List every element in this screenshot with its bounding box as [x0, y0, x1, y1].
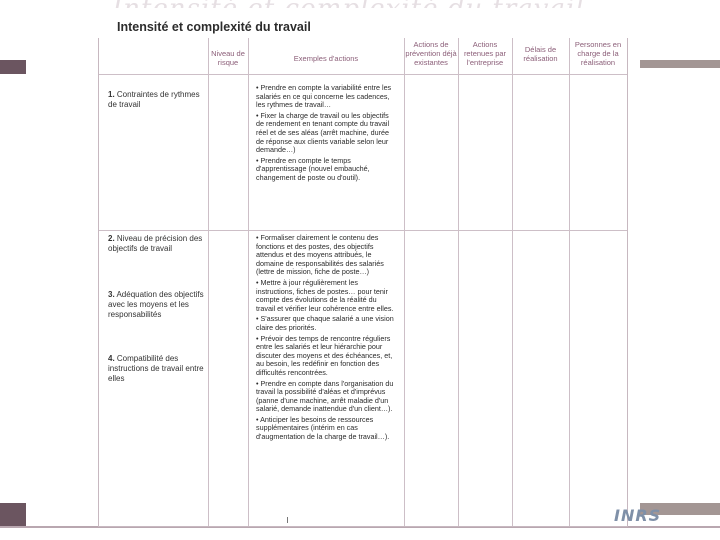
left-accent-bar-bottom — [0, 503, 26, 528]
section-text: Contraintes de rythmes de travail — [108, 90, 200, 109]
section-label-3 — [108, 290, 208, 320]
section-label-2 — [108, 234, 208, 254]
header-personnes: Personnes en charge de la réalisation — [574, 40, 622, 67]
section-text: Niveau de précision des objectifs de travail — [108, 234, 203, 253]
section-label-1 — [108, 90, 208, 110]
section-text: Compatibilité des instructions de travail entre elles — [108, 354, 204, 383]
action-bullet: • Prendre en compte dans l'organisation du travail la possibilité d'aléas et d'imprévus (panne d'une machine, arrêt maladie d'un salarié, demande inattendue d'un client…). — [256, 378, 394, 414]
column-divider — [458, 38, 459, 526]
column-divider — [512, 38, 513, 526]
document-page — [98, 8, 628, 520]
action-bullet: • S'assurer que chaque salarié a une vision claire des priorités. — [256, 314, 394, 332]
section-number: 1. — [108, 90, 115, 99]
page-marker — [287, 517, 288, 523]
inrs-logo: INRS — [614, 506, 662, 525]
bullet-list-group-2 — [256, 234, 396, 444]
document-title: Intensité et complexité du travail — [117, 20, 311, 34]
section-number: 4. — [108, 354, 115, 363]
right-accent-bar-top — [640, 60, 720, 68]
action-bullet: • Fixer la charge de travail ou les objectifs de rendement en tenant compte du travail réel et de ses aléas (arrêt machine, durée de réponse aux clients variable selon leur demande…) — [256, 110, 390, 155]
column-divider — [569, 38, 570, 526]
header-separator — [99, 74, 627, 75]
header-niveau: Niveau de risque — [211, 49, 245, 67]
column-divider — [208, 38, 209, 526]
bullet-list-group-1 — [256, 84, 396, 185]
section-number: 2. — [108, 234, 115, 243]
column-divider — [404, 38, 405, 526]
action-bullet: • Prendre en compte le temps d'apprentissage (nouvel embauché, changement de poste ou d'outil). — [256, 155, 370, 182]
row-separator — [99, 230, 627, 231]
left-accent-bar-top — [0, 60, 26, 74]
action-bullet: • Formaliser clairement le contenu des fonctions et des postes, des objectifs attendus et des moyens attribués, le domaine de responsabilités des salariés (lettre de mission, fiche de poste…) — [256, 233, 384, 277]
section-number: 3. — [108, 290, 115, 299]
action-bullet: • Anticiper les besoins de ressources supplémentaires (intérim en cas d'augmentation de la charge de travail…). — [256, 414, 390, 442]
action-bullet: • Prendre en compte la variabilité entre les salariés en ce qui concerne les cadences, les rythmes de travail… — [256, 83, 392, 110]
action-bullet: • Mettre à jour régulièrement les instructions, fiches de postes… pour tenir compte des évolutions de la réalité du travail et vérifier leur cohérence entre elles. — [256, 277, 394, 313]
action-table — [98, 38, 628, 527]
section-text: Adéquation des objectifs avec les moyens et les responsabilités — [108, 290, 204, 319]
section-label-4 — [108, 354, 208, 384]
header-actions-existantes: Actions de prévention déjà existantes — [405, 40, 457, 67]
header-exemples: Exemples d'actions — [293, 54, 359, 63]
column-divider — [248, 38, 249, 526]
header-delais: Délais de réalisation — [523, 45, 558, 63]
action-bullet: • Prévoir des temps de rencontre réguliers entre les salariés et leur hiérarchie pour discuter des moyens et des échéances, et, au besoin, les redéfinir en fonction des difficultés rencontrées. — [256, 333, 393, 377]
header-actions-retenues: Actions retenues par l'entreprise — [463, 40, 507, 67]
